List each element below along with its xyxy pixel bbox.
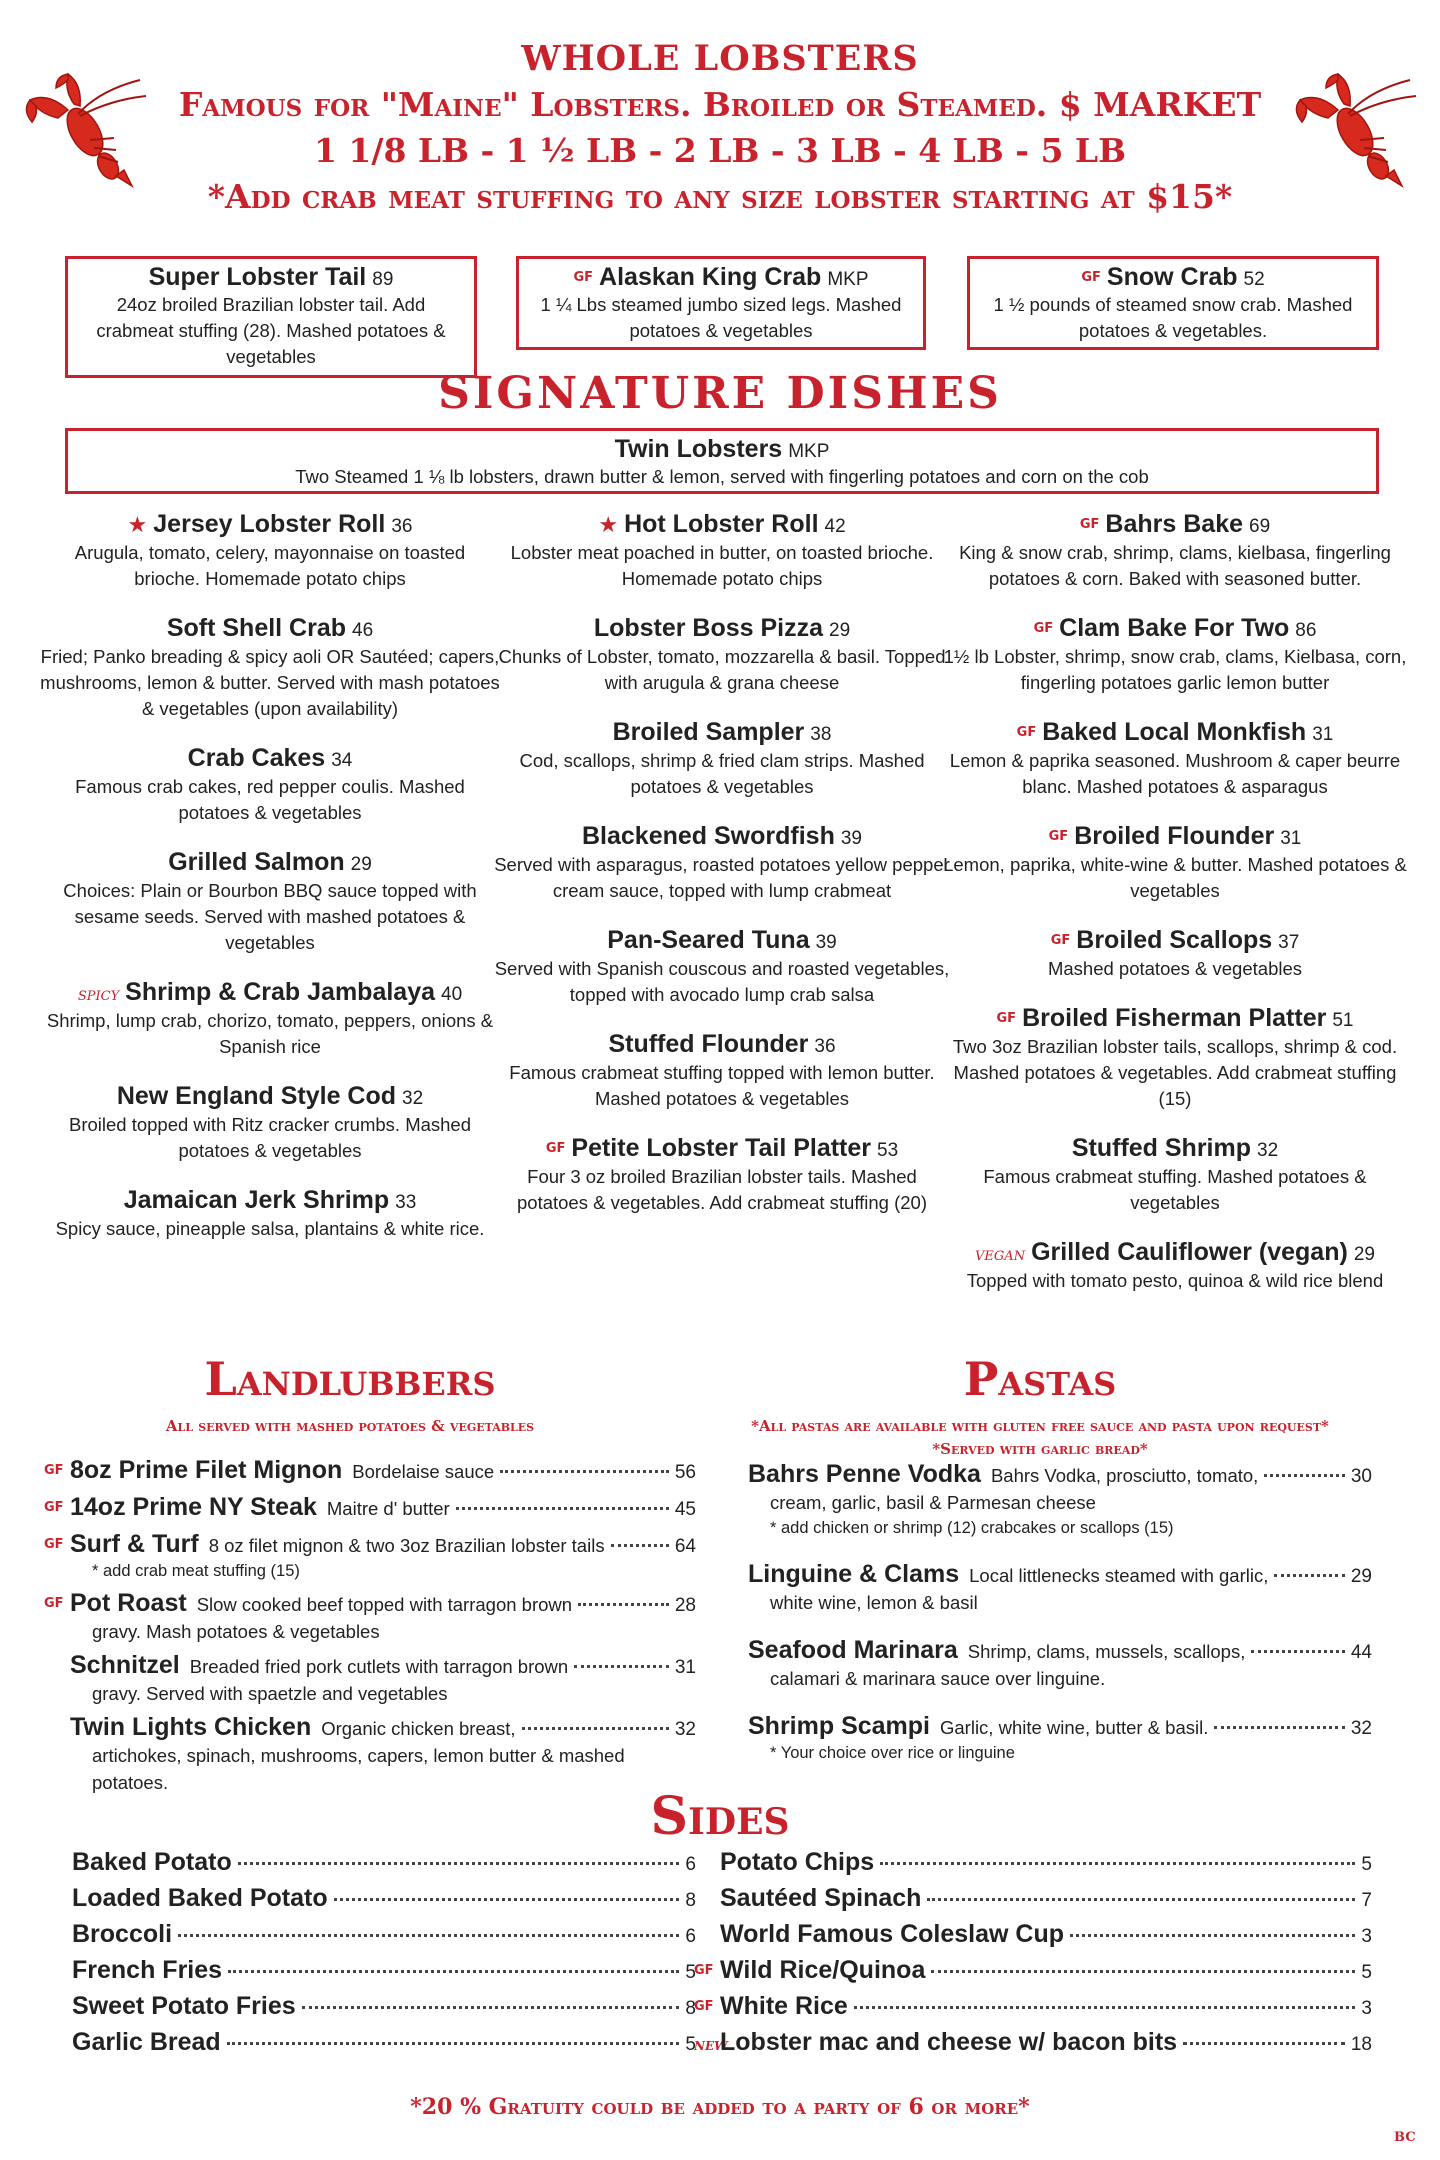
item-name: Schnitzel: [70, 1651, 180, 1679]
side-item: [44, 2028, 696, 2064]
lobster-sizes: 1 1/8 LB - 1 ½ LB - 2 LB - 3 LB - 4 LB - 5 LB: [313, 131, 1126, 170]
dish-name: Stuffed Shrimp: [1071, 1134, 1252, 1162]
dish-description: Topped with tomato pesto, quinoa & wild rice blend: [966, 1270, 1384, 1291]
dish-name: Crab Cakes: [187, 744, 326, 772]
dish-price: 46: [352, 620, 374, 641]
gluten-free-slot: [44, 1500, 70, 1520]
dish-name: Baked Local Monkfish: [1042, 718, 1307, 746]
dish-header: [40, 742, 500, 774]
signature-dish: [940, 716, 1410, 800]
item-description-continued: calamari & marinara sauce over linguine.: [770, 1668, 1106, 1689]
dish-description: Chunks of Lobster, tomato, mozzarella & basil. Topped with arugula & grana cheese: [498, 646, 946, 693]
item-description: Breaded fried pork cutlets with tarragon brown: [189, 1656, 569, 1677]
dish-description: 1 ¼ Lbs steamed jumbo sized legs. Mashed potatoes & vegetables: [540, 294, 902, 341]
signature-dish: [940, 1132, 1410, 1216]
item-price: 29: [1350, 1566, 1372, 1587]
dish-description: Arugula, tomato, celery, mayonnaise on toasted brioche. Homemade potato chips: [74, 542, 466, 589]
dish-header: [40, 1080, 500, 1112]
side-price: 6: [685, 1854, 696, 1875]
menu-item: [44, 1493, 696, 1522]
dish-price: 42: [824, 516, 846, 537]
dish-description: Shrimp, lump crab, chorizo, tomato, peppers, onions & Spanish rice: [46, 1010, 494, 1057]
side-name: Baked Potato: [72, 1848, 232, 1876]
dot-leader: [456, 1507, 669, 1510]
side-price: 8: [685, 1890, 696, 1911]
signature-dishes-title: SIGNATURE DISHES: [438, 368, 1002, 419]
item-note: * Your choice over rice or linguine: [770, 1744, 1015, 1762]
dish-price: 32: [1257, 1140, 1279, 1161]
star-icon: ★: [127, 512, 148, 537]
item-description: Bordelaise sauce: [352, 1461, 495, 1482]
signature-dish: [40, 508, 500, 592]
dish-header: [940, 924, 1410, 956]
dish-price: 39: [815, 932, 837, 953]
item-name: 8oz Prime Filet Mignon: [70, 1456, 343, 1484]
dish-name: Pan-Seared Tuna: [607, 926, 810, 954]
item-note: * add crab meat stuffing (15): [92, 1562, 300, 1580]
dot-leader: [1183, 2042, 1345, 2045]
dish-price: 52: [1243, 269, 1265, 290]
side-item: [694, 2028, 1372, 2064]
gluten-free-badge: GF: [44, 1537, 64, 1552]
gluten-free-badge: GF: [694, 1963, 714, 1978]
item-description-continued: gravy. Served with spaetzle and vegetables: [92, 1683, 448, 1704]
dish-price: 31: [1280, 828, 1302, 849]
gluten-free-badge: GF: [1016, 725, 1037, 740]
menu-item: [748, 1560, 1372, 1616]
gluten-free-badge: GF: [44, 1500, 64, 1515]
dish-name: Alaskan King Crab: [599, 263, 822, 291]
dish-price: 86: [1295, 620, 1317, 641]
dish-price: 53: [877, 1140, 899, 1161]
dish-description: Two Steamed 1 ⅛ lb lobsters, drawn butter & lemon, served with fingerling potatoes and corn on the cob: [295, 466, 1149, 487]
menu-item: [44, 1456, 696, 1485]
pastas-subtitle: *All pastas are available with gluten free sauce and pasta upon request*: [751, 1417, 1329, 1435]
side-name: Lobster mac and cheese w/ bacon bits: [720, 2028, 1178, 2056]
dish-name: Twin Lobsters: [614, 435, 783, 463]
dish-price: 38: [810, 724, 832, 745]
dish-header: [492, 508, 952, 540]
item-price: 44: [1350, 1642, 1372, 1663]
dish-description: Served with Spanish couscous and roasted vegetables, topped with avocado lump crab salsa: [494, 958, 950, 1005]
dish-price: 36: [814, 1036, 836, 1057]
side-name: Wild Rice/Quinoa: [720, 1956, 926, 1984]
dish-header: [492, 1132, 952, 1164]
sides-title: Sides: [650, 1786, 790, 1847]
side-item: [44, 1848, 696, 1884]
dish-header: [940, 1236, 1410, 1268]
new-badge: NEW: [694, 2039, 728, 2053]
dot-leader: [1264, 1474, 1345, 1477]
dish-name: Lobster Boss Pizza: [593, 614, 824, 642]
badge-slot: [694, 2037, 728, 2055]
side-name: Broccoli: [72, 1920, 173, 1948]
signature-dish: [940, 820, 1410, 904]
item-price: 30: [1350, 1466, 1372, 1487]
signature-dish: [492, 820, 952, 904]
dish-description: Lobster meat poached in butter, on toasted brioche. Homemade potato chips: [510, 542, 934, 589]
item-price: 32: [674, 1719, 696, 1740]
side-price: 18: [1350, 2034, 1372, 2055]
dish-header: [940, 508, 1410, 540]
side-price: 7: [1361, 1890, 1372, 1911]
signature-dish: [940, 924, 1410, 982]
signature-dish: [492, 1132, 952, 1216]
item-description: Maitre d' butter: [326, 1498, 450, 1519]
dot-leader: [880, 1862, 1355, 1865]
item-description: Slow cooked beef topped with tarragon brown: [196, 1594, 573, 1615]
item-price: 31: [674, 1657, 696, 1678]
dish-name: Blackened Swordfish: [582, 822, 835, 850]
sides-list-right: [694, 1848, 1372, 2064]
badge-slot: [694, 1963, 720, 1983]
landlubbers-list: [44, 1456, 696, 1802]
signature-dish: [40, 1184, 500, 1242]
side-item: [44, 1920, 696, 1956]
dish-description: Mashed potatoes & vegetables: [1047, 958, 1303, 979]
signature-dish: [940, 1236, 1410, 1294]
gluten-free-badge: GF: [1033, 621, 1054, 636]
menu-item: [748, 1636, 1372, 1692]
dish-price: 69: [1249, 516, 1271, 537]
side-price: 8: [685, 1998, 696, 2019]
twin-lobsters-box: [65, 428, 1379, 494]
item-note: * add chicken or shrimp (12) crabcakes or scallops (15): [770, 1519, 1174, 1537]
signature-dish: [40, 1080, 500, 1164]
gluten-free-badge: GF: [573, 270, 594, 285]
side-price: 6: [685, 1926, 696, 1947]
gluten-free-badge: GF: [1050, 933, 1071, 948]
side-price: 5: [685, 1962, 696, 1983]
dish-name: Broiled Flounder: [1074, 822, 1275, 850]
dish-price: 36: [391, 516, 413, 537]
signature-dish: [492, 924, 952, 1008]
dish-name: Soft Shell Crab: [166, 614, 347, 642]
dish-description: Famous crabmeat stuffing topped with lemon butter. Mashed potatoes & vegetables: [509, 1062, 935, 1109]
dish-header: [40, 846, 500, 878]
side-name: Garlic Bread: [72, 2028, 221, 2056]
menu-item: [44, 1651, 696, 1707]
menu-item: [748, 1712, 1372, 1765]
dish-price: 32: [402, 1088, 424, 1109]
signature-dish: [40, 742, 500, 826]
dish-header: [492, 820, 952, 852]
dish-name: Stuffed Flounder: [608, 1030, 809, 1058]
dish-header: [40, 976, 500, 1008]
dish-name: Shrimp & Crab Jambalaya: [125, 978, 436, 1006]
lobster-icon: [1290, 70, 1420, 190]
dish-header: [40, 612, 500, 644]
dish-header: [940, 1002, 1410, 1034]
item-description: Garlic, white wine, butter & basil.: [940, 1717, 1209, 1738]
dot-leader: [227, 2042, 680, 2045]
signature-dish: [492, 508, 952, 592]
dish-header: [940, 1132, 1410, 1164]
side-name: Loaded Baked Potato: [72, 1884, 328, 1912]
gluten-free-badge: GF: [1079, 517, 1100, 532]
dish-description: Famous crab cakes, red pepper coulis. Mashed potatoes & vegetables: [75, 776, 465, 823]
dish-price: 31: [1312, 724, 1334, 745]
item-description: Shrimp, clams, mussels, scallops,: [967, 1641, 1246, 1662]
menu-item: [44, 1589, 696, 1645]
side-item: [44, 1884, 696, 1920]
side-item: [44, 1956, 696, 1992]
dot-leader: [178, 1934, 679, 1937]
dot-leader: [1214, 1726, 1345, 1729]
menu-item-row: [44, 1651, 696, 1680]
vegan-badge: VEGAN: [975, 1249, 1026, 1264]
dish-price: 34: [331, 750, 353, 771]
menu-item-row: [44, 1589, 696, 1618]
item-price: 32: [1350, 1718, 1372, 1739]
pastas-title: Pastas: [963, 1352, 1117, 1406]
item-description: Local littlenecks steamed with garlic,: [969, 1565, 1269, 1586]
gratuity-note: *20 % Gratuity could be added to a party of 6 or more*: [410, 2094, 1030, 2120]
spicy-badge: SPICY: [77, 989, 120, 1004]
signature-dish: [40, 846, 500, 956]
menu-item-row: [748, 1636, 1372, 1665]
dot-leader: [1274, 1574, 1345, 1577]
menu-item-row: [44, 1530, 696, 1559]
dish-price: 37: [1278, 932, 1300, 953]
dish-price: 33: [395, 1192, 417, 1213]
dot-leader: [1251, 1650, 1345, 1653]
side-name: Sweet Potato Fries: [72, 1992, 296, 2020]
menu-item: [748, 1460, 1372, 1540]
item-description-continued: gravy. Mash potatoes & vegetables: [92, 1621, 380, 1642]
dish-description: Broiled topped with Ritz cracker crumbs. Mashed potatoes & vegetables: [68, 1114, 472, 1161]
dish-description: 24oz broiled Brazilian lobster tail. Add crabmeat stuffing (28). Mashed potatoes & vegetables: [96, 294, 446, 367]
star-icon: ★: [598, 512, 619, 537]
dish-header: [492, 924, 952, 956]
lobster-header: [0, 36, 1440, 220]
item-price: 64: [674, 1536, 696, 1557]
menu-item: [44, 1713, 696, 1796]
dish-price: 39: [840, 828, 862, 849]
signature-column-2: [492, 508, 952, 1236]
gluten-free-badge: GF: [545, 1141, 566, 1156]
dish-description: Famous crabmeat stuffing. Mashed potatoes & vegetables: [983, 1166, 1367, 1213]
dish-header: [492, 1028, 952, 1060]
signature-dish: [40, 976, 500, 1060]
signature-column-3: [940, 508, 1410, 1314]
signature-dish: [492, 612, 952, 696]
dot-leader: [228, 1970, 679, 1973]
dot-leader: [302, 2006, 680, 2009]
gluten-free-slot: [44, 1596, 70, 1616]
landlubbers-title: Landlubbers: [204, 1352, 496, 1406]
dish-price: 51: [1332, 1010, 1354, 1031]
side-price: 3: [1361, 1998, 1372, 2019]
featured-snow-crab: [967, 256, 1379, 350]
dish-name: Grilled Cauliflower (vegan): [1031, 1238, 1348, 1266]
dish-header: [940, 820, 1410, 852]
dish-header: [40, 1184, 500, 1216]
dot-leader: [238, 1862, 680, 1865]
side-name: White Rice: [720, 1992, 848, 2020]
dish-description: Cod, scallops, shrimp & fried clam strips. Mashed potatoes & vegetables: [519, 750, 925, 797]
dish-name: Broiled Fisherman Platter: [1022, 1004, 1327, 1032]
menu-item-row: [748, 1560, 1372, 1589]
side-price: 5: [685, 2034, 696, 2055]
side-price: 3: [1361, 1926, 1372, 1947]
dish-name: Snow Crab: [1106, 263, 1238, 291]
item-description: Organic chicken breast,: [321, 1718, 516, 1739]
gluten-free-badge: GF: [44, 1463, 64, 1478]
signature-dish: [940, 1002, 1410, 1112]
signature-dish: [940, 612, 1410, 696]
dot-leader: [611, 1544, 669, 1547]
signature-dish: [940, 508, 1410, 592]
dish-name: Super Lobster Tail: [148, 263, 367, 291]
dish-name: Jamaican Jerk Shrimp: [123, 1186, 390, 1214]
side-name: Sautéed Spinach: [720, 1884, 922, 1912]
dish-name: Hot Lobster Roll: [624, 510, 819, 538]
item-description-continued: cream, garlic, basil & Parmesan cheese: [770, 1492, 1096, 1513]
side-item: [694, 1992, 1372, 2028]
dot-leader: [931, 1970, 1355, 1973]
dot-leader: [574, 1665, 669, 1668]
side-name: Potato Chips: [720, 1848, 875, 1876]
dish-name: New England Style Cod: [116, 1082, 397, 1110]
signature-dish: [40, 612, 500, 722]
item-price: 56: [674, 1462, 696, 1483]
dish-description: 1½ lb Lobster, shrimp, snow crab, clams, Kielbasa, corn, fingerling potatoes garlic lemon butter: [943, 646, 1407, 693]
signature-column-1: [40, 508, 500, 1262]
dish-description: Spicy sauce, pineapple salsa, plantains & white rice.: [55, 1218, 485, 1239]
dish-description: Served with asparagus, roasted potatoes yellow pepper cream sauce, topped with lump crabmeat: [494, 854, 950, 901]
dish-description: Lemon, paprika, white-wine & butter. Mashed potatoes & vegetables: [943, 854, 1407, 901]
signature-dish: [492, 1028, 952, 1112]
menu-item-row: [748, 1712, 1372, 1741]
dish-description: Choices: Plain or Bourbon BBQ sauce topped with sesame seeds. Served with mashed potatoes & vegetables: [63, 880, 477, 953]
dish-price: MKP: [827, 269, 869, 290]
item-name: Seafood Marinara: [748, 1636, 958, 1664]
item-name: Surf & Turf: [70, 1530, 199, 1558]
dish-description: Four 3 oz broiled Brazilian lobster tails. Mashed potatoes & vegetables. Add crabmeat stuffing (20): [517, 1166, 927, 1213]
signature-dish: [492, 716, 952, 800]
menu-item: [44, 1530, 696, 1583]
side-price: 5: [1361, 1854, 1372, 1875]
landlubbers-subtitle: All served with mashed potatoes & vegetables: [165, 1417, 535, 1435]
item-name: Twin Lights Chicken: [70, 1713, 312, 1741]
gluten-free-badge: GF: [44, 1596, 64, 1611]
dot-leader: [522, 1727, 669, 1730]
dot-leader: [500, 1470, 669, 1473]
item-name: Pot Roast: [70, 1589, 187, 1617]
item-price: 45: [674, 1499, 696, 1520]
gluten-free-badge: GF: [1081, 270, 1101, 285]
dish-name: Clam Bake For Two: [1059, 614, 1290, 642]
pastas-list: [748, 1460, 1372, 1785]
side-item: [694, 1956, 1372, 1992]
dish-price: 89: [372, 269, 394, 290]
gluten-free-badge: GF: [694, 1999, 714, 2014]
side-name: French Fries: [72, 1956, 223, 1984]
crab-stuffing-note: *Add crab meat stuffing to any size lobster starting at $15*: [207, 177, 1233, 216]
menu-item-row: [44, 1456, 696, 1485]
gluten-free-badge: GF: [996, 1011, 1017, 1026]
dish-description: Lemon & paprika seasoned. Mushroom & caper beurre blanc. Mashed potatoes & asparagus: [949, 750, 1401, 797]
whole-lobsters-title: WHOLE LOBSTERS: [521, 38, 919, 79]
gluten-free-slot: [44, 1463, 70, 1483]
side-item: [720, 1848, 1372, 1884]
gluten-free-slot: [44, 1537, 70, 1557]
dish-header: [40, 508, 500, 540]
dish-price: 29: [1353, 1244, 1375, 1265]
item-name: Shrimp Scampi: [748, 1712, 930, 1740]
menu-item-row: [44, 1493, 696, 1522]
dish-description: Fried; Panko breading & spicy aoli OR Sautéed; capers, mushrooms, lemon & butter. Served with mash potatoes & vegetables (upon availability): [40, 646, 500, 719]
featured-alaskan-king-crab: [516, 256, 926, 350]
dish-description: Two 3oz Brazilian lobster tails, scallops, shrimp & cod. Mashed potatoes & vegetables. Add crabmeat stuffing (15): [952, 1036, 1398, 1109]
dish-header: [492, 612, 952, 644]
dish-description: King & snow crab, shrimp, clams, kielbasa, fingerling potatoes & corn. Baked with seasoned butter.: [959, 542, 1391, 589]
item-name: Bahrs Penne Vodka: [748, 1460, 981, 1488]
dish-header: [940, 716, 1410, 748]
menu-item-row: [44, 1713, 696, 1742]
dish-name: Bahrs Bake: [1105, 510, 1243, 538]
dish-price: 29: [350, 854, 372, 875]
menu-item-row: [748, 1460, 1372, 1489]
dot-leader: [854, 2006, 1356, 2009]
dish-price: 40: [441, 984, 463, 1005]
designer-initials: BC: [1394, 2130, 1416, 2145]
gluten-free-badge: GF: [1048, 829, 1069, 844]
featured-super-lobster-tail: [65, 256, 477, 378]
dish-name: Broiled Sampler: [612, 718, 805, 746]
item-description-continued: artichokes, spinach, mushrooms, capers, lemon butter & mashed potatoes.: [92, 1745, 625, 1793]
dish-name: Jersey Lobster Roll: [153, 510, 386, 538]
sides-list-left: [44, 1848, 696, 2064]
dish-header: [940, 612, 1410, 644]
item-name: 14oz Prime NY Steak: [70, 1493, 317, 1521]
dot-leader: [1070, 1934, 1355, 1937]
dish-price: 29: [829, 620, 851, 641]
dish-name: Petite Lobster Tail Platter: [571, 1134, 872, 1162]
item-price: 28: [674, 1595, 696, 1616]
side-item: [44, 1992, 696, 2028]
item-description: 8 oz filet mignon & two 3oz Brazilian lobster tails: [208, 1535, 605, 1556]
side-item: [720, 1920, 1372, 1956]
dish-price: MKP: [788, 441, 830, 462]
side-item: [720, 1884, 1372, 1920]
lobster-icon: [20, 70, 150, 190]
pastas-garlic-bread-note: *Served with garlic bread*: [932, 1440, 1148, 1458]
item-description: Bahrs Vodka, prosciutto, tomato,: [990, 1465, 1259, 1486]
dish-header: [492, 716, 952, 748]
side-name: World Famous Coleslaw Cup: [720, 1920, 1065, 1948]
whole-lobsters-subtitle: Famous for "Maine" Lobsters. Broiled or Steamed. $ MARKET: [178, 85, 1262, 124]
side-price: 5: [1361, 1962, 1372, 1983]
badge-slot: [694, 1999, 720, 2019]
dot-leader: [334, 1898, 680, 1901]
dot-leader: [927, 1898, 1355, 1901]
dish-name: Broiled Scallops: [1076, 926, 1273, 954]
item-description-continued: white wine, lemon & basil: [770, 1592, 978, 1613]
dot-leader: [578, 1603, 669, 1606]
item-name: Linguine & Clams: [748, 1560, 960, 1588]
dish-name: Grilled Salmon: [168, 848, 345, 876]
dish-description: 1 ½ pounds of steamed snow crab. Mashed potatoes & vegetables.: [993, 294, 1353, 341]
